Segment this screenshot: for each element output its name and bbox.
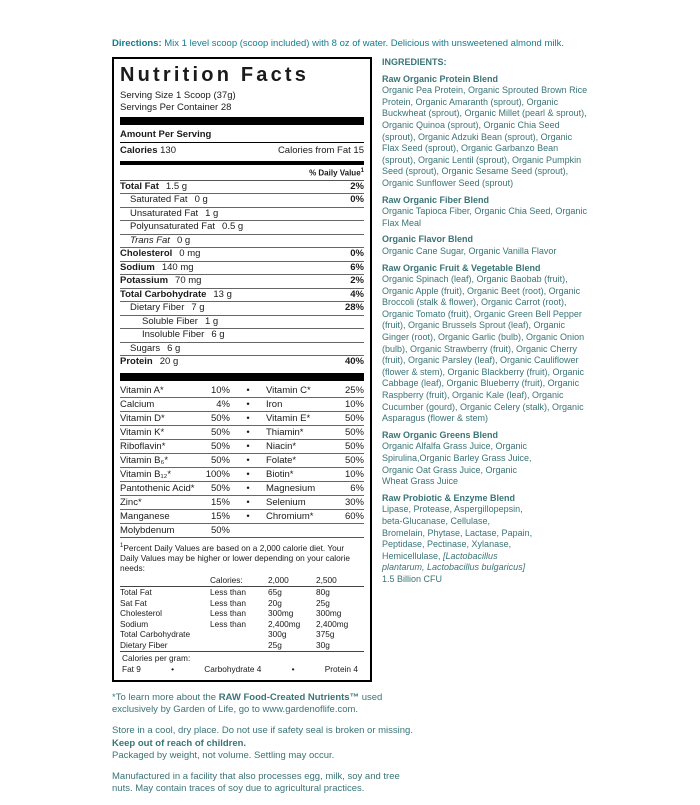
nutrient-name: Soluble Fiber [142,315,198,327]
nutrient-row [120,234,364,248]
dv-table-cell: 80g [316,586,330,597]
dv-table-cell: Less than [210,618,246,629]
bullet-separator: • [291,664,295,675]
vitamin-name: Pantothenic Acid* [120,482,195,494]
nutrient-name: Cholesterol [120,248,173,260]
nutrient-amount: 6 g [167,342,181,354]
vitamin-row [120,439,364,453]
nutrient-name: Insoluble Fiber [142,329,205,341]
blend-title: Raw Probiotic & Enzyme Blend [382,492,516,503]
daily-value-footnote-marker: 1 [360,168,364,174]
calories-per-gram-item: Carbohydrate 4 [204,664,262,675]
vitamin-name: Calcium [120,398,155,410]
bullet-separator: • [246,510,250,522]
daily-value-footnote: $^1$Percent Daily Values are based on a 2,000 calorie diet. Your Daily Values may be higher or lower depending on your calorie needs: [120,537,364,576]
nutrient-name: Saturated Fat [130,194,188,206]
dv-table-row [120,608,364,619]
dv-table-cell: 25g [268,639,282,650]
directions-label: Directions: [112,38,162,49]
blend-title: Raw Organic Fruit & Vegetable Blend [382,262,541,273]
nutrient-amount: 20 g [159,356,179,368]
vitamin-name: Riboflavin* [120,440,166,452]
medium-divider [120,161,364,165]
nutrient-row [120,328,364,342]
dv-table-cell [210,640,268,651]
bullet-separator: • [246,468,250,480]
nutrient-daily-value: 2% [350,275,364,287]
nutrient-name: Trans Fat [130,234,170,246]
dv-table-header [120,575,364,587]
blend-text-cfu: 1.5 Billion CFU [382,573,443,584]
vitamin-name: Vitamin B₁₂* [120,468,172,480]
vitamin-percent: 50% [210,426,230,438]
vitamin-percent: 10% [210,384,230,396]
nutrient-daily-value: 4% [350,288,364,300]
nutrient-amount: 7 g [191,302,205,314]
nutrient-row [120,220,364,234]
vitamin-percent: 50% [344,454,364,466]
vitamin-rows [120,384,364,537]
vitamin-row [120,397,364,411]
vitamin-name: Manganese [120,510,170,522]
bullet-separator: • [246,496,250,508]
daily-value-header: % Daily Value$^1$ [309,168,364,178]
blend-text-main: Organic Alfalfa Grass Juice, Organic Spirulina,Organic Barley Grass Juice, Organic Oat Grass Juice, Organic Wheat Grass Juice [382,441,532,487]
calories-value: 130 [160,145,176,156]
dv-table-cell: 375g [316,629,335,640]
dv-table-cell: Cholesterol [120,608,162,619]
dv-table-row [120,598,364,609]
raw-nutrients-bold: RAW Food-Created Nutrients™ [218,691,360,703]
calories-from-fat: Calories from Fat 15 [277,145,364,156]
nutrient-daily-value: 0% [350,194,364,206]
vitamin-name: Vitamin B₆* [120,454,169,466]
vitamin-name: Zinc* [120,496,142,508]
ingredient-blend [382,74,590,190]
nutrient-rows [120,180,364,369]
calories [120,145,176,156]
dv-table-cell: Less than [210,597,246,608]
vitamin-percent: 50% [344,426,364,438]
vitamin-name: Thiamin* [266,426,304,438]
vitamin-percent: 30% [344,496,364,508]
ingredient-blend [382,234,590,257]
vitamin-row [120,523,364,537]
bullet-separator: • [246,482,250,494]
footer-notes [112,692,422,796]
nutrient-row [120,301,364,315]
vitamin-percent: 50% [210,524,230,536]
directions-text: Mix 1 level scoop (scoop included) with 8 oz of water. Delicious with unsweetened almond milk. [161,38,564,49]
vitamin-percent: 25% [344,384,364,396]
dv-table-row [120,640,364,651]
ingredient-blend [382,195,590,230]
vitamin-row [120,481,364,495]
nutrient-row [120,288,364,302]
nutrient-amount: 1 g [205,207,219,219]
nutrient-row [120,193,364,207]
bullet-separator: • [246,440,250,452]
bullet-separator: • [246,426,250,438]
dv-table-header-cell: 2,000 [268,575,289,586]
vitamin-name: Magnesium [266,482,316,494]
keep-out-of-reach-bold: Keep out of reach of children. [112,737,247,749]
vitamin-row [120,509,364,523]
nutrient-amount: 1.5 g [165,180,188,192]
blend-text [382,246,590,258]
nutrition-facts-panel [112,57,372,682]
vitamin-row [120,384,364,397]
vitamin-percent: 10% [344,398,364,410]
dv-table-cell: Total Carbohydrate [120,629,191,640]
nutrient-row [120,247,364,261]
nutrient-name: Polyunsaturated Fat [130,221,216,233]
dv-table-cell: 2,400mg [316,618,349,629]
blend-title: Raw Organic Protein Blend [382,73,499,84]
ingredient-blend [382,493,534,586]
dv-table-cell: 65g [268,586,282,597]
nutrient-name: Total Carbohydrate [120,288,207,300]
blend-title: Organic Flavor Blend [382,234,474,245]
dv-table-cell: Sat Fat [120,597,147,608]
serving-size: Serving Size 1 Scoop (37g) [120,90,236,101]
nutrient-amount: 0 g [176,234,191,246]
nutrient-daily-value: 40% [344,356,364,368]
vitamin-percent: 50% [210,454,230,466]
nutrient-row [120,355,364,369]
nutrient-row [120,342,364,356]
raw-nutrients-note: *To learn more about the RAW Food-Created Nutrients™ used exclusively by Garden of Life, go to www.gardenoflife.com. [112,691,383,715]
blend-text [382,274,590,425]
vitamin-row [120,425,364,439]
nutrient-name: Potassium [120,275,169,287]
ingredients-heading: INGREDIENTS: [382,57,447,67]
blend-text-main: Lipase, Protease, Aspergillopepsin, beta-Glucanase, Cellulase, Bromelain, Phytase, Lactase, Papain, Peptidase, Pectinase, Xylanase, Hemicellulase, [382,504,533,561]
dv-table-header-cell [120,575,210,586]
nutrient-row [120,181,364,194]
dv-table-header-cell: 2,500 [316,575,337,586]
vitamin-name: Vitamin K* [120,426,165,438]
ingredient-blend [382,430,534,488]
vitamin-name: Vitamin E* [266,412,311,424]
vitamin-row [120,411,364,425]
vitamin-name: Molybdenum [120,524,175,536]
nutrient-row [120,274,364,288]
nutrient-name: Protein [120,356,153,368]
dv-table-row [120,619,364,630]
nutrient-amount: 1 g [204,315,219,327]
vitamin-name: Niacin* [266,440,297,452]
nutrition-facts-title: Nutrition Facts [120,64,310,86]
nutrient-row [120,315,364,329]
thick-divider [120,373,364,381]
vitamin-percent: 100% [205,468,230,480]
vitamin-name: Folate* [266,454,297,466]
bullet-separator: • [246,384,250,396]
vitamin-name: Biotin* [266,468,294,480]
nutrient-daily-value: 2% [350,180,364,192]
nutrient-amount: 13 g [213,288,232,300]
dv-table-cell: 2,400mg [268,618,301,629]
vitamin-percent: 15% [210,496,230,508]
dv-table-cell: Total Fat [120,586,152,597]
vitamin-percent: 60% [344,510,364,522]
nutrient-amount: 0.5 g [222,221,244,233]
blend-text [382,85,590,189]
nutrient-name: Dietary Fiber [130,302,185,314]
nutrient-amount: 0 g [194,194,208,206]
blend-text-main: Organic Pea Protein, Organic Sprouted Brown Rice Protein, Organic Amaranth (sprout), Organic Buckwheat (sprout), Organic Millet (pearl & sprout), Organic Quinoa (sprout), Organic Chia Seed (sprout), Organic Adzuki Bean (sprout), Organic Flax Seed (sprout), Organic Garbanzo Bean (sprout), Organic Lentil (sprout), Organic Pumpkin Seed (sprout), Organic Sesame Seed (sprout), Organic Sunflower Seed (sprout) [382,85,588,188]
dv-table-cell: 30g [316,639,330,650]
servings-per-container: Servings Per Container 28 [120,101,232,113]
allergen-note: Manufactured in a facility that also processes egg, milk, soy and tree nuts. May contain traces of soy due to agricultural practices. [112,771,400,795]
vitamin-name: Selenium [266,496,306,508]
label-page [112,38,592,805]
ingredient-blends [382,74,590,586]
nutrient-amount: 140 mg [161,261,194,273]
nutrient-amount: 6 g [211,329,225,341]
dv-table-cell: 300mg [316,608,342,619]
vitamin-row [120,495,364,509]
vitamin-percent: 50% [210,440,230,452]
thick-divider [120,117,364,125]
vitamin-percent: 50% [344,412,364,424]
dv-table-cell: 300mg [268,608,294,619]
vitamin-percent: 4% [216,398,230,410]
calories-per-gram-label: Calories per gram: [122,653,191,664]
vitamin-name: Vitamin C* [266,384,311,396]
calories-per-gram-item: Fat 9 [122,664,141,675]
vitamin-percent: 10% [344,468,364,480]
vitamin-percent: 50% [210,482,230,494]
dv-table-cell: 300g [268,629,287,640]
blend-text-main: Organic Spinach (leaf), Organic Baobab (fruit), Organic Apple (fruit), Organic Beet (root), Organic Broccoli (stalk & flower), Organic Carrot (root), Organic Tomato (fruit), Organic Green Bell Pepper (fruit), Organic Brussels Sprout (leaf), Organic Ginger (root), Organic Garlic (bulb), Organic Onion (bulb), Organic Strawberry (fruit), Organic Cherry (fruit), Organic Parsley (leaf), Organic Cauliflower (flower & stem), Organic Blackberry (fruit), Organic Cabbage (leaf), Organic Blueberry (fruit), Organic Raspberry (fruit), Organic Kale (leaf), Organic Cucumber (gourd), Organic Celery (stalk), Organic Asparagus (flower & stem) [382,274,585,424]
nutrient-daily-value: 28% [344,302,364,314]
daily-value-table [120,575,364,650]
bullet-separator: • [246,398,250,410]
nutrient-amount: 70 mg [175,275,202,287]
calories-label: Calories [120,145,158,156]
blend-text-main: Organic Tapioca Fiber, Organic Chia Seed, Organic Flax Meal [382,206,587,228]
blend-text [382,504,534,585]
nutrient-daily-value: 6% [350,261,364,273]
calories-row [120,142,364,159]
directions-line [112,38,592,50]
dv-table-header-cell: Calories: [210,575,243,586]
vitamin-percent: 6% [350,482,364,494]
vitamin-percent: 50% [210,412,230,424]
amount-per-serving-label: Amount Per Serving [120,129,212,140]
nutrient-name: Unsaturated Fat [130,207,199,219]
dv-table-row [120,587,364,598]
calories-per-gram-item: Protein 4 [324,664,358,675]
nutrient-name: Total Fat [120,180,159,192]
dv-table-cell: 25g [316,597,330,608]
ingredients-panel [382,57,590,586]
nutrient-daily-value: 0% [350,248,364,260]
dv-table-cell: Less than [210,586,246,597]
vitamin-name: Chromium* [266,510,314,522]
vitamin-name: Vitamin A* [120,384,164,396]
bullet-separator: • [171,664,175,675]
dv-table-cell: Sodium [120,618,149,629]
storage-note: Store in a cool, dry place. Do not use if safety seal is broken or missing. Keep out of reach of children. Packaged by weight, not volume. Settling may occur. [112,725,413,761]
dv-table-row [120,629,364,640]
blend-text [382,441,534,487]
dv-table-cell [210,629,268,640]
ingredient-blend [382,263,590,425]
vitamin-percent: 15% [210,510,230,522]
vitamin-percent: 50% [344,440,364,452]
dv-table-cell: Less than [210,608,246,619]
nutrient-name: Sodium [120,261,155,273]
nutrient-amount: 0 mg [179,248,201,260]
vitamin-row [120,453,364,467]
calories-per-gram [120,651,364,674]
dv-table-cell: Dietary Fiber [120,639,168,650]
blend-title: Raw Organic Fiber Blend [382,194,490,205]
dv-table-cell: 20g [268,597,282,608]
vitamin-name: Vitamin D* [120,412,165,424]
nutrient-row [120,207,364,221]
blend-text-main: Organic Cane Sugar, Organic Vanilla Flavor [382,245,557,256]
blend-title: Raw Organic Greens Blend [382,429,499,440]
vitamin-name: Iron [266,398,283,410]
calories-per-gram-items [122,664,362,675]
blend-text [382,206,590,229]
vitamin-row [120,467,364,481]
bullet-separator: • [246,412,250,424]
bullet-separator: • [246,454,250,466]
nutrient-row [120,261,364,275]
blend-text-latin: [Lactobacillus plantarum, Lactobacillus bulgaricus] [382,550,526,573]
nutrient-name: Sugars [130,342,161,354]
